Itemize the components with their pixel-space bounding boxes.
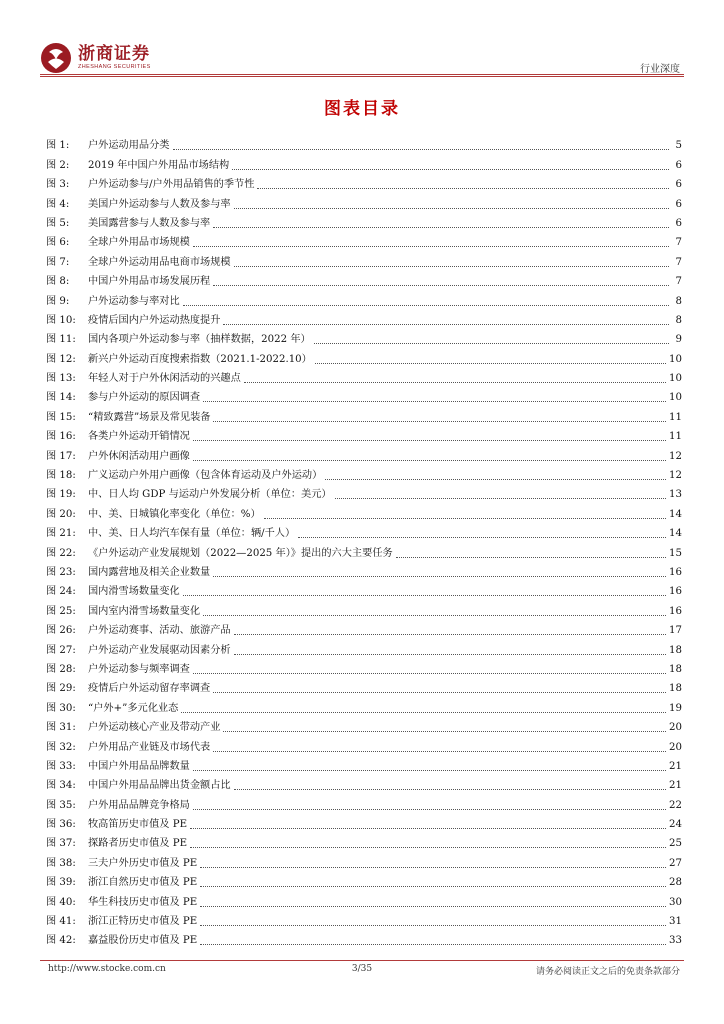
footer-divider (40, 960, 684, 961)
toc-leader-dots (213, 751, 666, 752)
toc-entry[interactable] (46, 813, 682, 832)
toc-figure-number: 图 7: (46, 256, 70, 268)
toc-leader-dots (200, 944, 666, 945)
toc-leader-dots (200, 867, 666, 868)
toc-figure-title: 户外运动参与率对比 (88, 295, 180, 307)
toc-page-number: 21 (669, 760, 682, 772)
toc-entry[interactable] (46, 153, 682, 172)
toc-figure-number: 图 8: (46, 276, 70, 288)
toc-figure-title: 户外运动参与频率调查 (88, 663, 190, 675)
toc-entry[interactable] (46, 696, 682, 715)
toc-page-number: 17 (669, 625, 682, 637)
toc-figure-title: 参与户外运动的原因调查 (88, 392, 201, 404)
toc-figure-number: 图 30: (46, 702, 76, 714)
zheshang-logo-icon (40, 42, 72, 74)
toc-figure-number: 图 19: (46, 489, 76, 501)
toc-figure-title: 中、美、日城镇化率变化（单位：%） (88, 508, 261, 520)
toc-figure-title: 《户外运动产业发展规划（2022—2025 年）》提出的六大主要任务 (88, 547, 393, 559)
page-number: 3/35 (351, 964, 373, 974)
toc-page-number: 7 (675, 237, 682, 249)
toc-figure-number: 图 37: (46, 838, 76, 850)
toc-page-number: 30 (669, 896, 682, 908)
toc-leader-dots (203, 401, 666, 402)
toc-entry[interactable] (46, 367, 682, 386)
toc-figure-title: 中国户外用品市场发展历程 (88, 276, 211, 288)
toc-leader-dots (190, 847, 666, 848)
toc-figure-title: 年轻人对于户外休闲活动的兴趣点 (88, 373, 241, 385)
toc-figure-number: 图 14: (46, 392, 76, 404)
toc-figure-number: 图 26: (46, 625, 76, 637)
toc-figure-title: “精致露营”场景及常见装备 (88, 411, 211, 423)
toc-figure-title: 华生科技历史市值及 PE (88, 896, 198, 908)
toc-figure-title: 中国户外用品品牌出货金额占比 (88, 780, 231, 792)
toc-page-number: 16 (669, 586, 682, 598)
toc-page-number: 24 (669, 819, 682, 831)
toc-figure-title: 疫情后户外运动留存率调查 (88, 683, 211, 695)
toc-figure-number: 图 24: (46, 586, 76, 598)
toc-figure-number: 图 2: (46, 159, 70, 171)
toc-leader-dots (234, 789, 666, 790)
toc-page-number: 10 (669, 353, 682, 365)
toc-page-number: 10 (669, 392, 682, 404)
toc-page-number: 19 (669, 702, 682, 714)
toc-figure-title: 户外用品产业链及市场代表 (88, 741, 211, 753)
toc-leader-dots (213, 285, 669, 286)
toc-leader-dots (213, 227, 669, 228)
toc-entry[interactable] (46, 502, 682, 521)
toc-entry[interactable] (46, 677, 682, 696)
toc-figure-number: 图 16: (46, 431, 76, 443)
toc-leader-dots (181, 712, 666, 713)
toc-entry[interactable] (46, 328, 682, 347)
toc-figure-title: 广义运动户外用户画像（包含体育运动及户外运动） (88, 470, 323, 482)
toc-page-number: 25 (669, 838, 682, 850)
toc-figure-title: 中、日人均 GDP 与运动户外发展分析（单位：美元） (88, 489, 332, 501)
toc-figure-title: 国内各项户外运动参与率（抽样数据，2022 年） (88, 334, 311, 346)
toc-page-number: 8 (675, 314, 682, 326)
toc-figure-number: 图 21: (46, 528, 76, 540)
toc-leader-dots (396, 557, 666, 558)
toc-figure-title: 各类户外运动开销情况 (88, 431, 190, 443)
toc-figure-number: 图 22: (46, 547, 76, 559)
footer-url-link[interactable]: http://www.stocke.com.cn (48, 964, 166, 974)
toc-figure-number: 图 18: (46, 470, 76, 482)
toc-figure-number: 图 25: (46, 605, 76, 617)
toc-entry[interactable] (46, 793, 682, 812)
toc-entry[interactable] (46, 347, 682, 366)
toc-figure-title: 美国露营参与人数及参与率 (88, 217, 211, 229)
toc-entry[interactable] (46, 871, 682, 890)
toc-page-number: 14 (669, 508, 682, 520)
toc-figure-number: 图 31: (46, 722, 76, 734)
toc-page-number: 22 (669, 799, 682, 811)
toc-figure-title: 户外用品品牌竞争格局 (88, 799, 190, 811)
toc-figure-title: 中、美、日人均汽车保有量（单位：辆/千人） (88, 528, 296, 540)
toc-figure-number: 图 4: (46, 198, 70, 210)
toc-entry[interactable] (46, 134, 682, 153)
section-tag: 行业深度 (640, 64, 680, 75)
toc-entry[interactable] (46, 212, 682, 231)
toc-figure-title: 中国户外用品品牌数量 (88, 760, 190, 772)
toc-figure-title: 户外运动用品分类 (88, 140, 170, 152)
toc-page-number: 18 (669, 683, 682, 695)
toc-leader-dots (325, 479, 666, 480)
toc-entry[interactable] (46, 522, 682, 541)
toc-leader-dots (183, 595, 666, 596)
logo-chinese-name: 浙商证券 (78, 44, 150, 64)
toc-figure-title: 全球户外用品市场规模 (88, 237, 190, 249)
toc-entry[interactable] (46, 851, 682, 870)
toc-figure-number: 图 35: (46, 799, 76, 811)
toc-leader-dots (213, 692, 666, 693)
toc-figure-title: 嘉益股份历史市值及 PE (88, 935, 198, 947)
toc-figure-title: 户外运动赛事、活动、旅游产品 (88, 625, 231, 637)
toc-page-number: 12 (669, 450, 682, 462)
toc-figure-title: 国内室内滑雪场数量变化 (88, 605, 201, 617)
toc-entry[interactable] (46, 658, 682, 677)
toc-figure-title: 美国户外运动参与人数及参与率 (88, 198, 231, 210)
toc-leader-dots (173, 149, 670, 150)
toc-entry[interactable] (46, 774, 682, 793)
toc-figure-title: 浙江自然历史市值及 PE (88, 877, 198, 889)
toc-figure-number: 图 28: (46, 663, 76, 675)
page-title: 图表目录 (324, 99, 400, 119)
toc-figure-number: 图 20: (46, 508, 76, 520)
toc-leader-dots (234, 634, 666, 635)
toc-entry[interactable] (46, 250, 682, 269)
toc-page-number: 33 (669, 935, 682, 947)
toc-figure-number: 图 6: (46, 237, 70, 249)
toc-entry[interactable] (46, 929, 682, 948)
toc-leader-dots (223, 731, 666, 732)
header-divider (40, 74, 684, 75)
toc-entry[interactable] (46, 755, 682, 774)
toc-figure-number: 图 23: (46, 566, 76, 578)
page-footer (40, 964, 684, 978)
toc-figure-number: 图 12: (46, 353, 76, 365)
toc-entry[interactable] (46, 309, 682, 328)
toc-figure-title: 国内露营地及相关企业数量 (88, 566, 211, 578)
brand-logo (40, 42, 151, 74)
toc-entry[interactable] (46, 270, 682, 289)
toc-figure-number: 图 17: (46, 450, 76, 462)
footer-disclaimer: 请务必阅读正文之后的免责条款部分 (535, 967, 680, 977)
toc-entry[interactable] (46, 405, 682, 424)
toc-page-number: 20 (669, 741, 682, 753)
toc-entry[interactable] (46, 231, 682, 250)
toc-figure-number: 图 40: (46, 896, 76, 908)
toc-figure-number: 图 11: (46, 334, 76, 346)
toc-page-number: 5 (675, 140, 682, 152)
toc-figure-title: 户外运动核心产业及带动产业 (88, 722, 221, 734)
toc-page-number: 14 (669, 528, 682, 540)
toc-figure-title: 疫情后国内户外运动热度提升 (88, 314, 221, 326)
toc-entry[interactable] (46, 444, 682, 463)
toc-leader-dots (234, 654, 666, 655)
header-divider-secondary (40, 76, 684, 77)
toc-figure-title: “户外+”多元化业态 (88, 702, 179, 714)
figure-table-of-contents (46, 134, 682, 948)
toc-figure-number: 图 36: (46, 819, 76, 831)
toc-entry[interactable] (46, 580, 682, 599)
toc-entry[interactable] (46, 832, 682, 851)
toc-figure-title: 户外运动产业发展驱动因素分析 (88, 644, 231, 656)
toc-leader-dots (200, 886, 666, 887)
toc-figure-number: 图 38: (46, 857, 76, 869)
toc-entry[interactable] (46, 619, 682, 638)
toc-leader-dots (193, 246, 669, 247)
toc-page-number: 9 (675, 334, 682, 346)
toc-page-number: 21 (669, 780, 682, 792)
toc-figure-title: 探路者历史市值及 PE (88, 838, 188, 850)
toc-leader-dots (183, 305, 669, 306)
toc-page-number: 16 (669, 605, 682, 617)
toc-page-number: 13 (669, 489, 682, 501)
toc-leader-dots (257, 188, 669, 189)
logo-english-name: ZHESHANG SECURITIES (78, 64, 151, 70)
toc-figure-title: 牧高笛历史市值及 PE (88, 819, 188, 831)
toc-leader-dots (213, 421, 666, 422)
toc-entry[interactable] (46, 735, 682, 754)
toc-entry[interactable] (46, 289, 682, 308)
toc-leader-dots (193, 673, 666, 674)
toc-page-number: 31 (669, 916, 682, 928)
toc-page-number: 16 (669, 566, 682, 578)
toc-entry[interactable] (46, 386, 682, 405)
toc-page-number: 6 (675, 159, 682, 171)
toc-page-number: 18 (669, 663, 682, 675)
toc-page-number: 10 (669, 373, 682, 385)
toc-figure-number: 图 1: (46, 140, 70, 152)
toc-leader-dots (193, 440, 666, 441)
toc-entry[interactable] (46, 890, 682, 909)
toc-leader-dots (315, 363, 666, 364)
toc-leader-dots (213, 576, 666, 577)
toc-page-number: 28 (669, 877, 682, 889)
toc-page-number: 27 (669, 857, 682, 869)
toc-leader-dots (193, 770, 666, 771)
toc-page-number: 11 (669, 431, 682, 443)
toc-page-number: 11 (669, 411, 682, 423)
toc-figure-title: 浙江正特历史市值及 PE (88, 916, 198, 928)
toc-entry[interactable] (46, 425, 682, 444)
toc-figure-title: 新兴户外运动百度搜索指数（2021.1-2022.10） (88, 353, 312, 365)
toc-entry[interactable] (46, 173, 682, 192)
toc-figure-number: 图 9: (46, 295, 70, 307)
page-header (0, 0, 724, 80)
toc-entry[interactable] (46, 561, 682, 580)
toc-page-number: 6 (675, 217, 682, 229)
toc-leader-dots (200, 925, 666, 926)
toc-figure-title: 国内滑雪场数量变化 (88, 586, 180, 598)
toc-figure-title: 户外运动参与/户外用品销售的季节性 (88, 179, 255, 191)
toc-leader-dots (223, 324, 669, 325)
toc-figure-number: 图 15: (46, 411, 76, 423)
toc-page-number: 7 (675, 256, 682, 268)
toc-figure-title: 2019 年中国户外用品市场结构 (88, 159, 230, 171)
toc-entry[interactable] (46, 716, 682, 735)
toc-figure-title: 三夫户外历史市值及 PE (88, 857, 198, 869)
toc-figure-number: 图 29: (46, 683, 76, 695)
toc-leader-dots (335, 498, 666, 499)
toc-figure-number: 图 5: (46, 217, 70, 229)
toc-figure-number: 图 32: (46, 741, 76, 753)
toc-figure-title: 户外休闲活动用户画像 (88, 450, 190, 462)
toc-page-number: 8 (675, 295, 682, 307)
toc-entry[interactable] (46, 192, 682, 211)
toc-leader-dots (264, 518, 666, 519)
toc-figure-number: 图 10: (46, 314, 76, 326)
toc-page-number: 15 (669, 547, 682, 559)
toc-figure-number: 图 3: (46, 179, 70, 191)
toc-page-number: 18 (669, 644, 682, 656)
toc-leader-dots (200, 906, 666, 907)
toc-leader-dots (234, 208, 669, 209)
toc-figure-number: 图 42: (46, 935, 76, 947)
toc-entry[interactable] (46, 599, 682, 618)
toc-entry[interactable] (46, 464, 682, 483)
toc-entry[interactable] (46, 541, 682, 560)
toc-leader-dots (203, 615, 666, 616)
toc-figure-number: 图 27: (46, 644, 76, 656)
toc-leader-dots (232, 169, 669, 170)
toc-leader-dots (314, 343, 669, 344)
toc-page-number: 6 (675, 179, 682, 191)
toc-figure-number: 图 34: (46, 780, 76, 792)
toc-leader-dots (244, 382, 666, 383)
toc-figure-number: 图 13: (46, 373, 76, 385)
toc-leader-dots (193, 809, 666, 810)
toc-leader-dots (298, 537, 666, 538)
toc-page-number: 6 (675, 198, 682, 210)
toc-leader-dots (190, 828, 666, 829)
toc-page-number: 7 (675, 276, 682, 288)
toc-figure-number: 图 39: (46, 877, 76, 889)
toc-figure-number: 图 33: (46, 760, 76, 772)
toc-entry[interactable] (46, 638, 682, 657)
toc-figure-title: 全球户外运动用品电商市场规模 (88, 256, 231, 268)
toc-figure-number: 图 41: (46, 916, 76, 928)
toc-page-number: 12 (669, 470, 682, 482)
toc-leader-dots (234, 266, 669, 267)
toc-entry[interactable] (46, 910, 682, 929)
toc-entry[interactable] (46, 483, 682, 502)
toc-page-number: 20 (669, 722, 682, 734)
toc-leader-dots (193, 460, 666, 461)
